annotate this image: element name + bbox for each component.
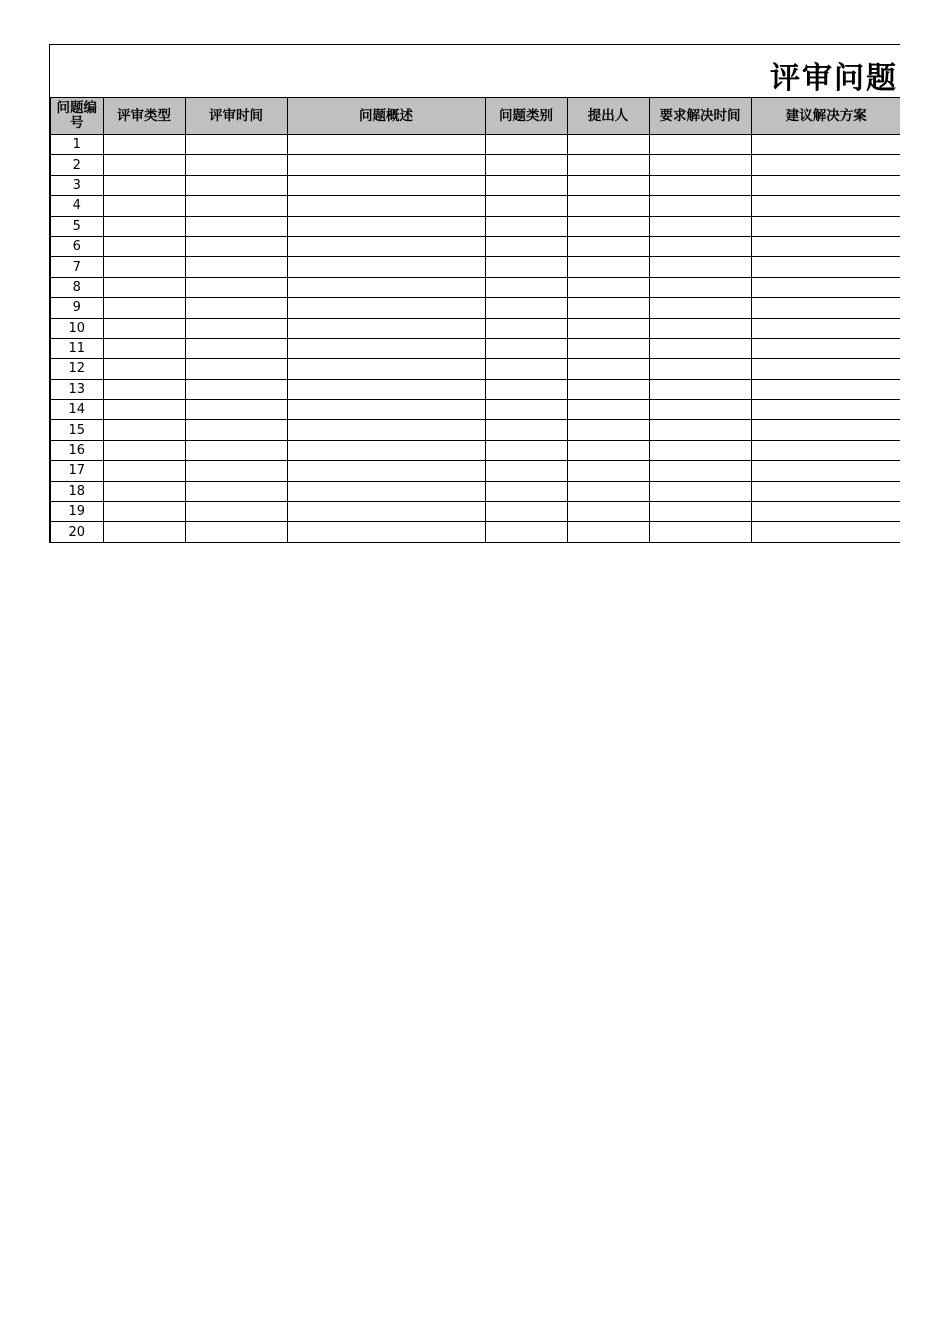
issue-number-cell[interactable]: 11	[50, 338, 103, 358]
table-row	[50, 257, 900, 277]
issue-number-cell[interactable]: 6	[50, 236, 103, 256]
table-cell[interactable]	[567, 318, 649, 338]
table-cell[interactable]	[103, 236, 185, 256]
table-cell[interactable]	[103, 502, 185, 522]
table-row	[50, 522, 900, 542]
table-cell[interactable]	[287, 257, 485, 277]
table-cell[interactable]	[567, 420, 649, 440]
table-cell[interactable]	[103, 379, 185, 399]
issue-number-cell[interactable]: 1	[50, 135, 103, 155]
table-cell[interactable]	[567, 175, 649, 195]
table-cell[interactable]	[185, 277, 287, 297]
table-cell[interactable]	[287, 298, 485, 318]
issue-number-cell[interactable]: 14	[50, 400, 103, 420]
table-cell[interactable]	[751, 338, 900, 358]
table-cell[interactable]	[485, 135, 567, 155]
table-cell[interactable]	[485, 216, 567, 236]
table-cell[interactable]	[649, 502, 751, 522]
table-cell[interactable]	[485, 420, 567, 440]
table-cell[interactable]	[185, 155, 287, 175]
table-row	[50, 400, 900, 420]
table-cell[interactable]	[287, 236, 485, 256]
table-cell[interactable]	[751, 196, 900, 216]
table-cell[interactable]	[185, 359, 287, 379]
table-cell[interactable]	[287, 461, 485, 481]
table-cell[interactable]	[567, 338, 649, 358]
table-cell[interactable]	[103, 481, 185, 501]
table-cell[interactable]	[649, 522, 751, 542]
table-cell[interactable]	[649, 236, 751, 256]
issue-number-cell[interactable]: 12	[50, 359, 103, 379]
table-cell[interactable]	[287, 440, 485, 460]
table-cell[interactable]	[103, 400, 185, 420]
table-row	[50, 359, 900, 379]
table-cell[interactable]	[485, 522, 567, 542]
issue-number-cell[interactable]: 9	[50, 298, 103, 318]
col-header-issue-category: 问题类别	[485, 98, 567, 135]
table-cell[interactable]	[287, 502, 485, 522]
table-cell[interactable]	[287, 338, 485, 358]
table-cell[interactable]	[485, 236, 567, 256]
table-row	[50, 481, 900, 501]
table-row	[50, 196, 900, 216]
table-cell[interactable]	[567, 359, 649, 379]
table-cell[interactable]	[567, 502, 649, 522]
col-header-review-time: 评审时间	[185, 98, 287, 135]
table-cell[interactable]	[103, 155, 185, 175]
table-cell[interactable]	[751, 318, 900, 338]
issue-number-cell[interactable]: 17	[50, 461, 103, 481]
table-row	[50, 216, 900, 236]
issue-number-cell[interactable]: 15	[50, 420, 103, 440]
table-cell[interactable]	[567, 440, 649, 460]
col-header-proposer: 提出人	[567, 98, 649, 135]
table-cell[interactable]	[567, 277, 649, 297]
table-cell[interactable]	[649, 461, 751, 481]
table-cell[interactable]	[751, 135, 900, 155]
table-cell[interactable]	[185, 481, 287, 501]
table-cell[interactable]	[185, 236, 287, 256]
table-cell[interactable]	[751, 440, 900, 460]
table-cell[interactable]	[485, 502, 567, 522]
table-cell[interactable]	[103, 318, 185, 338]
table-cell[interactable]	[567, 461, 649, 481]
table-cell[interactable]	[103, 338, 185, 358]
table-cell[interactable]	[567, 236, 649, 256]
table-cell[interactable]	[103, 196, 185, 216]
table-cell[interactable]	[485, 400, 567, 420]
table-cell[interactable]	[567, 216, 649, 236]
table-row	[50, 135, 900, 155]
table-cell[interactable]	[567, 298, 649, 318]
issue-number-cell[interactable]: 2	[50, 155, 103, 175]
table-cell[interactable]	[649, 277, 751, 297]
table-row	[50, 420, 900, 440]
table-cell[interactable]	[185, 135, 287, 155]
table-cell[interactable]	[751, 155, 900, 175]
table-cell[interactable]	[649, 216, 751, 236]
table-cell[interactable]	[751, 379, 900, 399]
table-cell[interactable]	[567, 379, 649, 399]
table-row	[50, 277, 900, 297]
table-cell[interactable]	[103, 420, 185, 440]
table-cell[interactable]	[751, 277, 900, 297]
sheet-title: 评审问题	[770, 61, 898, 96]
table-cell[interactable]	[649, 440, 751, 460]
table-cell[interactable]	[103, 175, 185, 195]
table-cell[interactable]	[567, 155, 649, 175]
issue-number-cell[interactable]: 20	[50, 522, 103, 542]
table-cell[interactable]	[751, 502, 900, 522]
table-cell[interactable]	[751, 257, 900, 277]
table-cell[interactable]	[103, 257, 185, 277]
table-cell[interactable]	[485, 257, 567, 277]
table-cell[interactable]	[185, 420, 287, 440]
table-row	[50, 175, 900, 195]
table-row	[50, 298, 900, 318]
table-cell[interactable]	[567, 135, 649, 155]
table-cell[interactable]	[287, 216, 485, 236]
table-cell[interactable]	[485, 440, 567, 460]
table-cell[interactable]	[287, 359, 485, 379]
table-cell[interactable]	[485, 318, 567, 338]
table-row	[50, 461, 900, 481]
table-cell[interactable]	[485, 461, 567, 481]
table-cell[interactable]	[287, 155, 485, 175]
col-header-issue-summary: 问题概述	[287, 98, 485, 135]
table-cell[interactable]	[751, 400, 900, 420]
table-cell[interactable]	[287, 318, 485, 338]
table-cell[interactable]	[287, 400, 485, 420]
issue-number-cell[interactable]: 4	[50, 196, 103, 216]
table-cell[interactable]	[287, 277, 485, 297]
table-cell[interactable]	[287, 481, 485, 501]
table-cell[interactable]	[287, 379, 485, 399]
table-cell[interactable]	[649, 175, 751, 195]
issue-number-cell[interactable]: 8	[50, 277, 103, 297]
issue-number-cell[interactable]: 19	[50, 502, 103, 522]
table-cell[interactable]	[103, 135, 185, 155]
table-cell[interactable]	[103, 522, 185, 542]
table-cell[interactable]	[649, 481, 751, 501]
issue-number-cell[interactable]: 13	[50, 379, 103, 399]
issue-number-cell[interactable]: 7	[50, 257, 103, 277]
table-row	[50, 318, 900, 338]
table-cell[interactable]	[287, 175, 485, 195]
table-cell[interactable]	[649, 257, 751, 277]
table-cell[interactable]	[185, 338, 287, 358]
table-cell[interactable]	[485, 175, 567, 195]
table-cell[interactable]	[185, 318, 287, 338]
table-cell[interactable]	[751, 461, 900, 481]
table-cell[interactable]	[485, 338, 567, 358]
issue-number-cell[interactable]: 5	[50, 216, 103, 236]
table-cell[interactable]	[103, 216, 185, 236]
table-cell[interactable]	[751, 298, 900, 318]
table-cell[interactable]	[103, 277, 185, 297]
table-cell[interactable]	[287, 420, 485, 440]
table-cell[interactable]	[185, 400, 287, 420]
table-cell[interactable]	[185, 461, 287, 481]
table-cell[interactable]	[185, 298, 287, 318]
table-cell[interactable]	[185, 175, 287, 195]
issue-number-cell[interactable]: 16	[50, 440, 103, 460]
table-cell[interactable]	[751, 175, 900, 195]
table-cell[interactable]	[649, 155, 751, 175]
table-cell[interactable]	[567, 400, 649, 420]
table-cell[interactable]	[103, 359, 185, 379]
table-cell[interactable]	[751, 216, 900, 236]
col-header-suggested-solution: 建议解决方案	[751, 98, 900, 135]
review-issue-sheet	[49, 44, 900, 543]
table-row	[50, 379, 900, 399]
title-row	[49, 44, 900, 97]
col-header-issue-no: 问题编号	[50, 98, 103, 135]
table-cell[interactable]	[649, 379, 751, 399]
table-cell[interactable]	[287, 522, 485, 542]
table-cell[interactable]	[287, 135, 485, 155]
table-cell[interactable]	[485, 359, 567, 379]
table-cell[interactable]	[485, 155, 567, 175]
table-cell[interactable]	[751, 420, 900, 440]
table-cell[interactable]	[287, 196, 485, 216]
table-cell[interactable]	[649, 298, 751, 318]
table-row	[50, 338, 900, 358]
issue-table	[49, 97, 900, 543]
table-cell[interactable]	[485, 379, 567, 399]
table-cell[interactable]	[649, 338, 751, 358]
table-cell[interactable]	[185, 502, 287, 522]
table-cell[interactable]	[751, 359, 900, 379]
table-cell[interactable]	[751, 522, 900, 542]
table-cell[interactable]	[103, 440, 185, 460]
table-cell[interactable]	[485, 481, 567, 501]
issue-number-cell[interactable]: 3	[50, 175, 103, 195]
table-cell[interactable]	[567, 257, 649, 277]
table-cell[interactable]	[185, 522, 287, 542]
table-cell[interactable]	[567, 196, 649, 216]
table-cell[interactable]	[485, 277, 567, 297]
table-row	[50, 155, 900, 175]
table-cell[interactable]	[185, 440, 287, 460]
issue-number-cell[interactable]: 18	[50, 481, 103, 501]
table-cell[interactable]	[485, 298, 567, 318]
table-cell[interactable]	[751, 236, 900, 256]
table-row	[50, 502, 900, 522]
table-cell[interactable]	[185, 216, 287, 236]
table-cell[interactable]	[567, 522, 649, 542]
table-cell[interactable]	[103, 298, 185, 318]
table-cell[interactable]	[649, 135, 751, 155]
table-cell[interactable]	[103, 461, 185, 481]
table-row	[50, 236, 900, 256]
table-row	[50, 440, 900, 460]
table-cell[interactable]	[649, 420, 751, 440]
table-cell[interactable]	[649, 359, 751, 379]
table-cell[interactable]	[485, 196, 567, 216]
col-header-review-type: 评审类型	[103, 98, 185, 135]
table-cell[interactable]	[185, 257, 287, 277]
table-cell[interactable]	[185, 196, 287, 216]
table-cell[interactable]	[567, 481, 649, 501]
table-cell[interactable]	[649, 196, 751, 216]
issue-number-cell[interactable]: 10	[50, 318, 103, 338]
table-cell[interactable]	[649, 318, 751, 338]
header-row	[50, 98, 900, 135]
col-header-required-time: 要求解决时间	[649, 98, 751, 135]
table-cell[interactable]	[185, 379, 287, 399]
table-cell[interactable]	[649, 400, 751, 420]
table-cell[interactable]	[751, 481, 900, 501]
